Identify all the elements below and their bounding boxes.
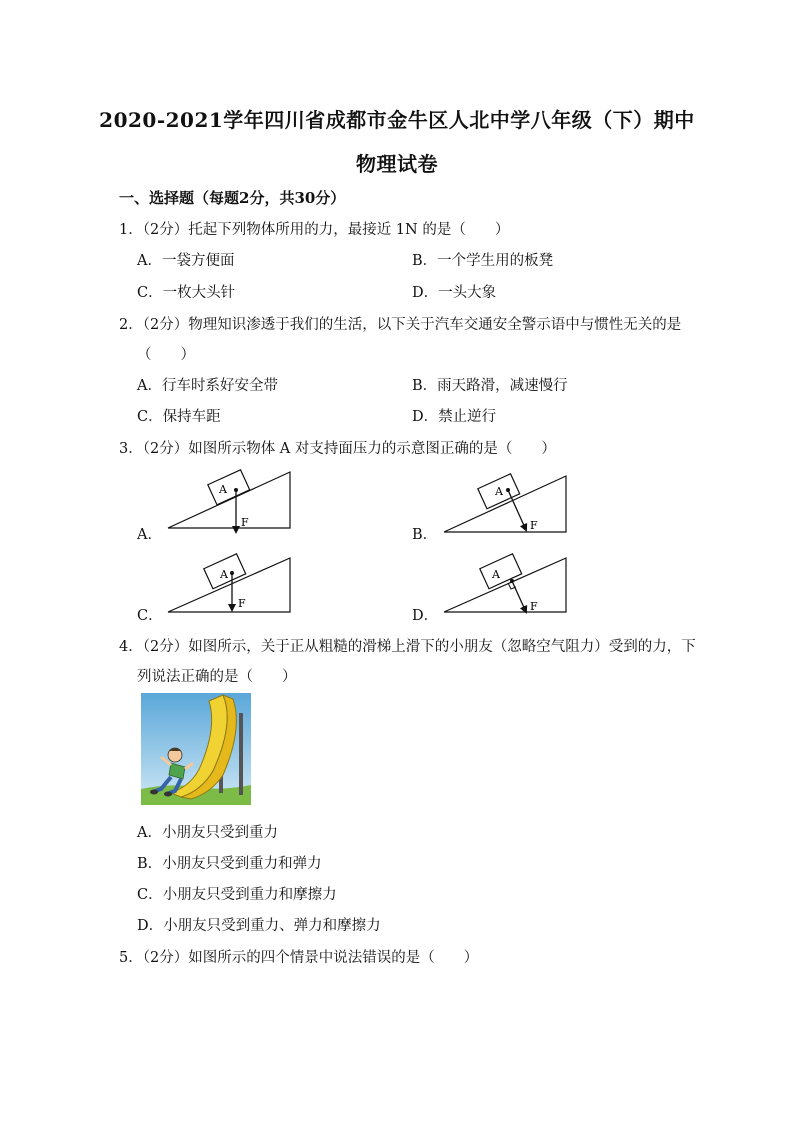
force-label: F xyxy=(238,597,246,610)
question-2-option-d: D．禁止逆行 xyxy=(412,409,497,425)
question-3-option-c: C． xyxy=(137,608,163,624)
force-label: F xyxy=(530,519,538,532)
question-4-stem: 4．（2分）如图所示，关于正从粗糙的滑梯上滑下的小朋友（忽略空气阻力）受到的力，下 xyxy=(119,639,696,655)
question-4-option-d: D．小朋友只受到重力、弹力和摩擦力 xyxy=(137,918,381,934)
question-4-stem-cont: 列说法正确的是（ ） xyxy=(137,669,297,685)
incline-figure-d xyxy=(438,550,573,620)
question-3-option-a: A． xyxy=(137,527,162,543)
question-5-stem: 5．（2分）如图所示的四个情景中说法错误的是（ ） xyxy=(119,950,479,966)
question-2-option-b: B．雨天路滑，减速慢行 xyxy=(412,378,568,394)
slide-illustration xyxy=(141,693,251,805)
question-1-option-c: C．一枚大头针 xyxy=(137,285,236,301)
question-4-option-c: C．小朋友只受到重力和摩擦力 xyxy=(137,887,337,903)
question-1-stem: 1．（2分）托起下列物体所用的力，最接近 1N 的是（ ） xyxy=(119,222,510,238)
question-2-option-c: C．保持车距 xyxy=(137,409,221,425)
question-2-option-a: A．行车时系好安全带 xyxy=(137,378,278,394)
block-label: A xyxy=(495,485,503,498)
incline-figure-b xyxy=(438,472,573,542)
question-1-option-d: D．一头大象 xyxy=(412,285,497,301)
question-4-option-a: A．小朋友只受到重力 xyxy=(137,825,278,841)
question-4-option-b: B．小朋友只受到重力和弹力 xyxy=(137,856,322,872)
question-1-option-b: B．一个学生用的板凳 xyxy=(412,253,554,269)
block-label: A xyxy=(219,483,227,496)
force-arrow xyxy=(512,581,526,612)
block-label: A xyxy=(220,568,228,581)
question-2-stem-cont: （ ） xyxy=(137,347,195,363)
block-a xyxy=(480,554,522,589)
force-label: F xyxy=(241,516,249,529)
page-title-line2: 物理试卷 xyxy=(356,152,438,176)
question-3-option-d: D． xyxy=(412,608,439,624)
block-a xyxy=(208,470,250,505)
incline-figure-a xyxy=(162,468,297,538)
question-3-stem: 3．（2分）如图所示物体 A 对支持面压力的示意图正确的是（ ） xyxy=(119,441,556,457)
force-label: F xyxy=(530,600,538,613)
block-label: A xyxy=(492,568,500,581)
incline-figure-c xyxy=(162,550,297,620)
page-title-line1: 2020-2021学年四川省成都市金牛区人北中学八年级（下）期中 xyxy=(99,108,695,132)
section-heading: 一、选择题（每题2分，共30分） xyxy=(119,189,346,207)
question-1-option-a: A．一袋方便面 xyxy=(137,253,235,269)
question-3-option-b: B． xyxy=(412,527,438,543)
question-2-stem: 2．（2分）物理知识渗透于我们的生活，以下关于汽车交通安全警示语中与惯性无关的是 xyxy=(119,317,682,333)
